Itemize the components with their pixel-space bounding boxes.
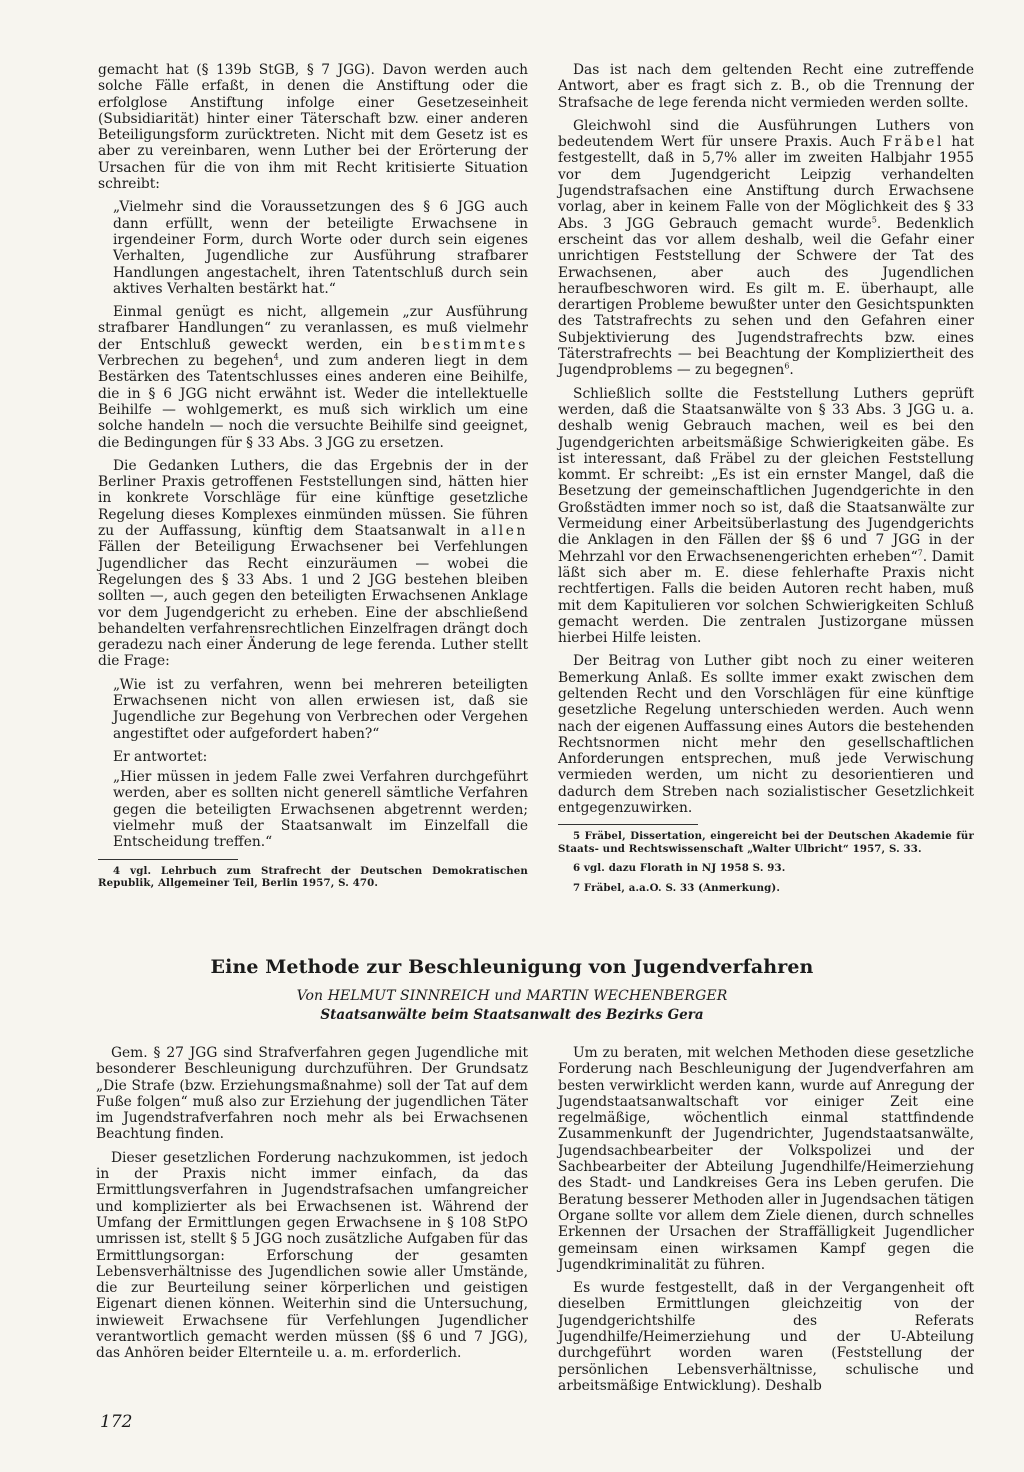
footnote-ref: 6 [784,361,790,371]
paragraph: Es wurde festgestellt, daß in der Vergangenheit oft dieselben Ermittlungen gleichzeitig von der Jugendgerichtshilfe des Referats Jugendhilfe/Heimerziehung und der U-Abteilung durchgeführt worden waren (Feststellung der persönlichen Lebensverhältnisse, schulische und arbeitsmäßige Entwicklung). Deshalb [558,1280,974,1394]
quote-intro: Er antwortet: [113,748,208,765]
spaced-emphasis: Fräbel [882,134,944,151]
paragraph: Der Beitrag von Luther gibt noch zu einer weiteren Bemerkung Anlaß. Es sollte immer exakt zwischen dem geltenden Recht und den Vorschlägen für eine künftige gesetzliche Regelung unterschieden werden. Auch wenn nach der eigenen Auffassung eines Autors die bestehenden Rechtsnormen nicht mehr den gesellschaftlichen Anforderungen entsprechen, muß jede Verwischung vermieden werden, um nicht zu desorientieren und dadurch dem Streben nach sozialistischer Gesetzlichkeit entgegenzuwirken. [558,653,974,817]
paragraph: Das ist nach dem geltenden Recht eine zutreffende Antwort, aber es fragt sich z. B., ob die Trennung der Strafsache de lege ferenda nicht vermieden werden sollte. [558,62,974,111]
block-quote: „Wie ist zu verfahren, wenn bei mehreren beteiligten Erwachsenen nicht von allen erwiesen ist, daß sie Jugendliche zur Begehung von Verbrechen oder Vergehen angestiftet oder aufgefordert haben?“ [113,676,528,742]
top-left-column [98,62,528,897]
article-affiliation: Staatsanwälte beim Staatsanwalt des Bezirks Gera [320,1007,704,1023]
paragraph: Die Gedanken Luthers, die das Ergebnis der in der Berliner Praxis getroffenen Feststellungen sind, hätten hier in konkrete Vorschläge für eine künftige gesetzliche Regelung dieses Komplexes einmünden müssen. Sie führen zu der Auffassung, künftig dem Staatsanwalt in allen Fällen der Beteiligung Erwachsener bei Verfehlungen Jugendlicher das Recht einzuräumen — wobei die Regelungen des § 33 Abs. 1 und 2 JGG bestehen bleiben sollten —, auch gegen den beteiligten Erwachsenen Anklage vor dem Jugendgericht zu erheben. Eine der abschließend behandelten verfahrensrechtlichen Einzelfragen drängt doch geradezu nach einer Änderung de lege ferenda. Luther stellt die Frage: [98,457,528,670]
footnote-divider [98,859,238,860]
article-left-column [96,1045,528,1369]
footnote: 5 Fräbel, Dissertation, eingereicht bei der Deutschen Akademie für Staats- und Rechtswissenschaft „Walter Ulbricht“ 1957, S. 33. [558,830,974,855]
footnote-divider [558,824,698,825]
footnote-ref: 7 [917,548,923,558]
footnote: 4 vgl. Lehrbuch zum Strafrecht der Deutschen Demokratischen Republik, Allgemeiner Teil, Berlin 1957, S. 470. [98,864,528,890]
paragraph: Gem. § 27 JGG sind Strafverfahren gegen Jugendliche mit besonderer Beschleunigung durchzuführen. Der Grundsatz „Die Strafe (bzw. Erziehungsmaßnahme) soll der Tat auf dem Fuße folgen“ muß also zur Erziehung der jugendlichen Täter im Jugendstrafverfahren noch mehr als bei Erwachsenen Beachtung finden. [96,1045,528,1143]
paragraph: Dieser gesetzlichen Forderung nachzukommen, ist jedoch in der Praxis nicht immer einfach, da das Ermittlungsverfahren in Jugendstrafsachen umfangreicher und komplizierter als bei Erwachsenen ist. Während der Umfang der Ermittlungen gegen Erwachsene in § 108 StPO umrissen ist, stellt § 5 JGG noch zusätzliche Aufgaben für das Ermittlungsorgan: Erforschung der gesamten Lebensverhältnisse des Jugendlichen sowie aller Umstände, die zur Beurteilung seiner körperlichen und geistigen Eigenart dienen können. Weiterhin sind die Untersuchung, inwieweit Erwachsene für Verfehlungen Jugendlicher verantwortlich gemacht werden müssen (§§ 6 und 7 JGG), das Anhören beider Elternteile u. a. m. erforderlich. [96,1149,528,1362]
footnote: 6 vgl. dazu Florath in NJ 1958 S. 93. [573,862,786,875]
block-quote: „Vielmehr sind die Voraussetzungen des § 6 JGG auch dann erfüllt, wenn der beteiligte Erwachsene in irgendeiner Form, durch Worte oder durch sein eigenes Verhalten, Jugendliche zur Ausführung strafbarer Handlungen angestachelt, ihren Tatentschluß durch sein aktives Verhalten bestärkt hat.“ [113,199,528,297]
article-title: Eine Methode zur Beschleunigung von Jugendverfahren [210,956,814,978]
block-quote: „Hier müssen in jedem Falle zwei Verfahren durchgeführt werden, aber es sollten nicht generell sämtliche Verfahren gegen die beteiligten Erwachsenen abgetrennt werden; vielmehr muß der Staatsanwalt im Einzelfall die Entscheidung treffen.“ [113,769,528,851]
footnote: 7 Fräbel, a.a.O. S. 33 (Anmerkung). [573,881,781,894]
footnote-ref: 4 [273,352,279,362]
spaced-emphasis: bestimmtes [421,336,528,353]
top-right-column [558,62,974,901]
article-byline: Von HELMUT SINNREICH und MARTIN WECHENBERGER [296,988,728,1004]
paragraph: Gleichwohl sind die Ausführungen Luthers von bedeutendem Wert für unsere Praxis. Auch Fräbel hat festgestellt, daß in 5,7% aller im zweiten Halbjahr 1955 vor dem Jugendgericht Leipzig verhandelten Jugendstrafsachen eine Anstiftung durch Erwachsene vorlag, aber in keinem Falle von der Möglichkeit des § 33 Abs. 3 JGG Gebrauch gemacht wurde$^5$. Bedenklich erscheint das vor allem deshalb, weil die Gefahr einer unrichtigen Feststellung der Schwere der Tat des Erwachsenen, aber auch des Jugendlichen heraufbeschworen wird. Es gilt m. E. überhaupt, alle derartigen Probleme bewußter unter den Gesichtspunkten des Tatstrafrechts zu sehen und den Gefahren einer Subjektivierung des Jugendstrafrechts bzw. eines Täterstrafrechts — bei Beachtung der Kompliziertheit des Jugendproblems — zu begegnen$^6$. [558,117,975,379]
paragraph: Einmal genügt es nicht, allgemein „zur Ausführung strafbarer Handlungen“ zu veranlassen, es muß vielmehr der Entschluß geweckt werden, ein bestimmtes Verbrechen zu begehen$^4$, und zum anderen liegt in dem Bestärken des Tatentschlusses eines anderen eine Beihilfe, die in § 6 JGG nicht erwähnt ist. Weder die intellektuelle Beihilfe — wohlgemerkt, es muß sich wirklich um eine solche handeln — noch die versuchte Beihilfe sind geeignet, die Bedingungen für § 33 Abs. 3 JGG zu ersetzen. [98,304,528,451]
paragraph: Schließlich sollte die Feststellung Luthers geprüft werden, daß die Staatsanwälte von § 33 Abs. 3 JGG u. a. deshalb wenig Gebrauch machen, weil es bei den Jugendgerichten arbeitsmäßige Schwierigkeiten gäbe. Es ist interessant, daß Fräbel zu der gleichen Feststellung kommt. Er schreibt: „Es ist ein ernster Mangel, daß die Besetzung der gemeinschaftlichen Jugendgerichte in den Großstädten immer noch so ist, daß die Staatsanwälte zur Vermeidung einer Arbeitsüberlastung des Jugendgerichts die Anklagen in den Fällen der §§ 6 und 7 JGG in der Mehrzahl vor den Erwachsenengerichten erheben“$^7$. Damit läßt sich aber m. E. diese fehlerhafte Praxis nicht rechtfertigen. Falls die beiden Autoren recht haben, muß mit dem Kapitulieren vor solchen Schwierigkeiten Schluß gemacht werden. Die zentralen Justizorgane müssen hierbei Hilfe leisten. [558,385,974,647]
page-number: 172 [100,1412,133,1432]
footnote-ref: 5 [871,215,877,225]
paragraph: Um zu beraten, mit welchen Methoden diese gesetzliche Forderung nach Beschleunigung der Jugendverfahren am besten verwirklicht werden kann, wurde auf Anregung der Jugendstaatsanwaltschaft vor einiger Zeit eine regelmäßige, wöchentlich einmal stattfindende Zusammenkunft der Jugendrichter, Jugendstaatsanwälte, Jugendsachbearbeiter der Volkspolizei und der Sachbearbeiter der Abteilung Jugendhilfe/Heimerziehung des Stadt- und Landkreises Gera ins Leben gerufen. Die Beratung besserer Methoden aller in Jugendsachen tätigen Organe sollte vor allem dem Ziele dienen, durch schnelles Erkennen der Ursachen der Straffälligkeit Jugendlicher gemeinsam einen wirksamen Kampf gegen die Jugendkriminalität zu führen. [558,1045,974,1273]
spaced-emphasis: allen [480,523,528,540]
paragraph: gemacht hat (§ 139b StGB, § 7 JGG). Davon werden auch solche Fälle erfaßt, in denen die Anstiftung oder die erfolglose Anstiftung infolge einer Gesetzeseinheit (Subsidiarität) hinter einer Täterschaft bzw. einer anderen Beteiligungsform zurücktreten. Nicht mit dem Gesetz ist es aber zu vereinbaren, wenn Luther bei der Erörterung der Ursachen für die von ihm mit Recht kritisierte Situation schreibt: [98,62,528,193]
article-right-column [558,1045,974,1401]
